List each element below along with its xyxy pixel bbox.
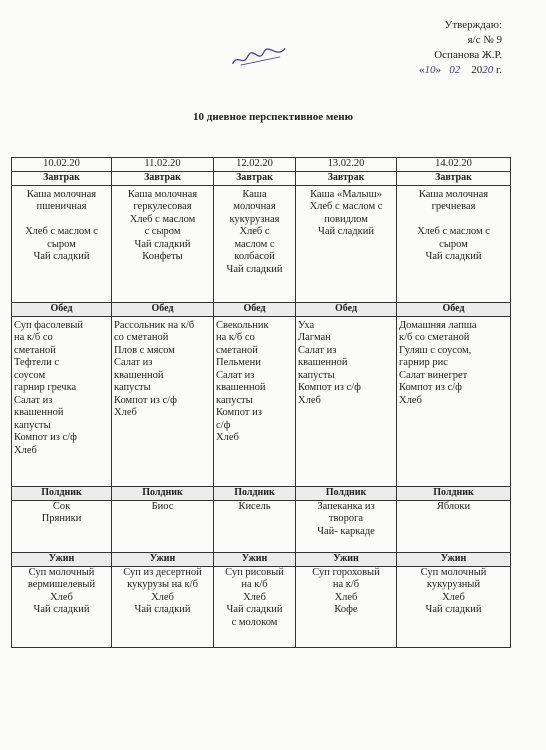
menu-table	[11, 157, 511, 648]
menu-cell	[12, 500, 112, 552]
menu-line: Каша	[242, 188, 267, 200]
date-cell: 12.02.20	[214, 158, 296, 172]
menu-line: Чай сладкий	[134, 238, 191, 250]
menu-line: Кофе	[334, 604, 358, 615]
menu-line: Сок	[52, 500, 71, 512]
menu-line: Хлеб	[243, 591, 266, 603]
menu-line: Компот из с/ф	[298, 382, 361, 393]
date-month: 02	[449, 64, 461, 76]
menu-line: Компот из с/ф	[399, 382, 462, 393]
menu-line: Суп молочный	[28, 566, 95, 578]
meal-label: Ужин	[112, 552, 214, 566]
menu-line: маслом с	[234, 238, 275, 250]
menu-cell	[296, 566, 397, 647]
menu-line: Кисель	[238, 500, 271, 512]
date-day: 10	[424, 64, 436, 76]
menu-line: Салат из	[216, 369, 255, 381]
menu-line: Биос	[151, 500, 174, 512]
menu-line: повидлом	[324, 213, 368, 225]
menu-line: гарнир рис	[399, 357, 448, 368]
menu-line: вермишелевый	[27, 579, 96, 590]
menu-line: Хлеб	[399, 394, 422, 406]
menu-line: Салат из	[14, 394, 53, 406]
menu-line: колбасой	[234, 251, 275, 262]
menu-line: капусты	[298, 369, 335, 381]
menu-line: Чай сладкий	[425, 251, 482, 262]
menu-line: Салат из	[298, 344, 337, 356]
menu-line: Салат винегрет	[399, 369, 468, 381]
date-cell: 14.02.20	[397, 158, 511, 172]
date-row	[12, 158, 511, 172]
menu-line: сыром	[439, 238, 468, 250]
date-cell: 10.02.20	[12, 158, 112, 172]
menu-line: на к/б со	[216, 332, 255, 343]
meal-label: Ужин	[296, 552, 397, 566]
meal-label: Завтрак	[214, 171, 296, 185]
menu-line: Хлеб	[151, 591, 174, 603]
meal-label: Ужин	[397, 552, 511, 566]
menu-line: молочная	[233, 201, 276, 212]
menu-line: Хлеб	[114, 407, 137, 418]
menu-cell	[112, 566, 214, 647]
meal-label: Обед	[214, 302, 296, 316]
menu-line: Чай сладкий	[318, 226, 374, 237]
menu-line: квашенной	[114, 369, 164, 381]
menu-cell	[296, 316, 397, 486]
menu-line: Пельмени	[216, 357, 261, 368]
date-year: 20	[471, 64, 483, 76]
menu-line: Гуляш с соусом,	[399, 344, 472, 356]
approval-block	[419, 18, 502, 78]
menu-line: Лагман	[298, 332, 331, 343]
menu-line: с/ф	[216, 419, 231, 431]
menu-line: Суп гороховый	[312, 566, 380, 578]
meal-label: Полдник	[214, 486, 296, 500]
menu-line: Домашняя лапша	[399, 319, 477, 331]
menu-cell	[397, 500, 511, 552]
menu-line: гарнир гречка	[14, 382, 77, 393]
menu-line: Тефтели с	[14, 357, 59, 368]
menu-line: Хлеб с маслом	[129, 213, 196, 225]
menu-line: Плов с мясом	[114, 344, 175, 356]
meal-label: Обед	[296, 302, 397, 316]
menu-line: Чай сладкий	[425, 604, 482, 615]
menu-line: кукурузный	[426, 579, 481, 590]
menu-line: со сметаной	[114, 332, 169, 343]
menu-line: Каша молочная	[418, 188, 489, 200]
menu-cell	[296, 500, 397, 552]
menu-line: Уха	[298, 319, 315, 331]
date-cell: 11.02.20	[112, 158, 214, 172]
meal-label: Полдник	[397, 486, 511, 500]
approval-kindergarten: я/с № 9	[467, 34, 502, 46]
date-quote-close: »	[435, 64, 441, 76]
meal-label: Ужин	[12, 552, 112, 566]
meal-label: Обед	[397, 302, 511, 316]
menu-line: к/б со сметаной	[399, 332, 470, 343]
menu-line: кукурузы на к/б	[127, 579, 198, 590]
menu-line: Чай сладкий	[226, 604, 283, 615]
snack-row	[12, 500, 511, 552]
menu-line: Хлеб	[442, 591, 465, 603]
menu-line: квашенной	[216, 382, 266, 393]
menu-line: Чай- каркаде	[317, 525, 375, 537]
menu-cell	[397, 566, 511, 647]
lunch-header-row	[12, 302, 511, 316]
menu-cell	[397, 316, 511, 486]
menu-line: Хлеб с маслом с	[309, 201, 383, 212]
meal-label: Ужин	[214, 552, 296, 566]
menu-line: сметаной	[14, 344, 56, 356]
menu-cell	[12, 185, 112, 302]
meal-label: Полдник	[296, 486, 397, 500]
menu-line: соусом	[14, 369, 46, 381]
date-year-suffix: 20	[482, 64, 494, 76]
menu-line: Конфеты	[142, 251, 183, 262]
menu-cell	[12, 566, 112, 647]
menu-line: Пряники	[41, 513, 82, 524]
menu-cell	[296, 185, 397, 302]
menu-line: Чай сладкий	[226, 263, 283, 275]
menu-line: гречневая	[431, 201, 476, 212]
menu-line: Суп молочный	[420, 566, 487, 578]
menu-line: Хлеб	[298, 394, 321, 406]
menu-line: Рассольник на к/б	[114, 319, 195, 331]
menu-line: Каша «Малыш»	[310, 188, 382, 200]
menu-line: Каша молочная	[127, 188, 198, 200]
menu-line: Свекольник	[216, 319, 269, 331]
menu-line	[399, 214, 508, 227]
menu-line: сметаной	[216, 344, 258, 356]
menu-line: капусты	[216, 394, 253, 406]
menu-line: Компот из с/ф	[14, 432, 77, 443]
approval-heading: Утверждаю:	[444, 19, 502, 31]
menu-line: Хлеб	[50, 591, 73, 603]
menu-line: капусты	[114, 382, 151, 393]
meal-label: Завтрак	[12, 171, 112, 185]
menu-line: Хлеб с маслом с	[417, 226, 490, 237]
menu-line: Суп рисовый	[225, 566, 284, 578]
signature-icon	[229, 44, 291, 70]
menu-line: на к/б	[332, 579, 360, 590]
menu-line: Компот из с/ф	[114, 394, 177, 406]
menu-cell	[214, 185, 296, 302]
date-quote-open: «	[418, 64, 425, 76]
menu-line: квашенной	[14, 407, 64, 418]
date-cell: 13.02.20	[296, 158, 397, 172]
menu-line: Чай сладкий	[33, 251, 90, 262]
menu-line: на к/б со	[14, 332, 53, 343]
lunch-row	[12, 316, 511, 486]
meal-label: Завтрак	[397, 171, 511, 185]
menu-cell	[12, 316, 112, 486]
menu-line: Суп из десертной	[123, 566, 202, 578]
supper-header-row	[12, 552, 511, 566]
menu-line: Хлеб с маслом с	[25, 226, 98, 237]
menu-line	[14, 214, 109, 227]
meal-label: Полдник	[12, 486, 112, 500]
menu-line: капусты	[14, 419, 51, 431]
menu-line: Чай сладкий	[33, 604, 90, 615]
approval-date	[419, 63, 502, 78]
menu-line: Чай сладкий	[134, 604, 191, 615]
meal-label: Обед	[12, 302, 112, 316]
approval-person: Оспанова Ж.Р.	[434, 49, 502, 61]
page-title: 10 дневное перспективное меню	[193, 111, 353, 123]
menu-cell	[214, 316, 296, 486]
menu-line: Каша молочная	[26, 188, 97, 200]
menu-line: Компот из	[216, 407, 262, 418]
menu-line: Хлеб	[216, 432, 239, 443]
menu-line: Хлеб	[14, 444, 37, 456]
menu-cell	[397, 185, 511, 302]
menu-cell	[214, 566, 296, 647]
menu-line: с сыром	[144, 226, 181, 237]
breakfast-header-row	[12, 171, 511, 185]
menu-line: на к/б	[241, 579, 268, 590]
menu-line: квашенной	[298, 357, 348, 368]
meal-label: Обед	[112, 302, 214, 316]
menu-line: кукурузная	[229, 213, 280, 225]
meal-label: Завтрак	[296, 171, 397, 185]
menu-line: с молоком	[231, 616, 278, 628]
menu-cell	[112, 185, 214, 302]
meal-label: Завтрак	[112, 171, 214, 185]
menu-line: сыром	[47, 238, 76, 250]
menu-line: Суп фасолевый	[14, 319, 84, 331]
menu-line: Хлеб	[334, 591, 358, 603]
menu-line: творога	[328, 513, 364, 524]
menu-cell	[112, 500, 214, 552]
menu-line: геркулесовая	[133, 201, 192, 212]
snack-header-row	[12, 486, 511, 500]
menu-line: Салат из	[114, 357, 153, 368]
menu-line: Хлеб с	[239, 226, 270, 237]
menu-cell	[112, 316, 214, 486]
menu-cell	[214, 500, 296, 552]
meal-label: Полдник	[112, 486, 214, 500]
menu-line: пшеничная	[36, 201, 87, 212]
date-suffix: г.	[495, 64, 502, 76]
menu-line: Яблоки	[436, 500, 471, 512]
supper-row	[12, 566, 511, 647]
menu-line: Запеканка из	[317, 500, 375, 512]
breakfast-row	[12, 185, 511, 302]
